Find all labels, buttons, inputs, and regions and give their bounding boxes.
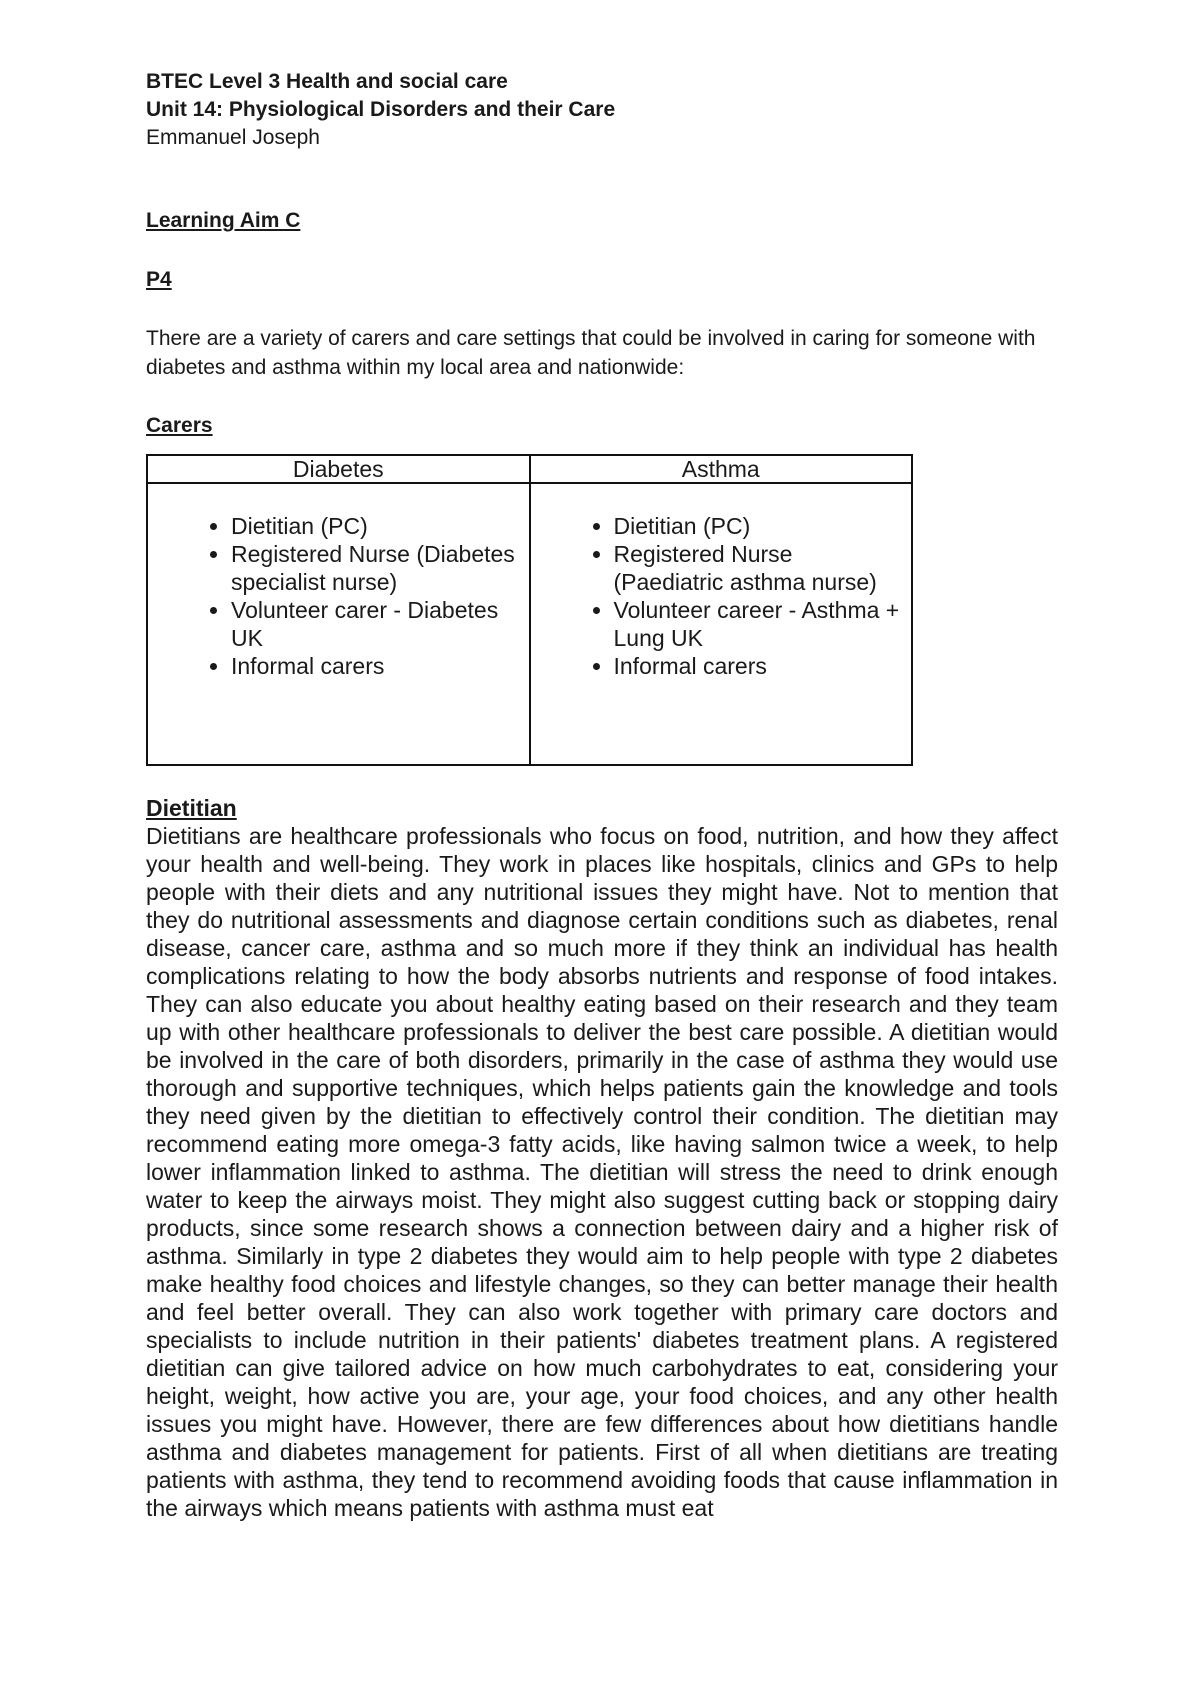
unit-title: Unit 14: Physiological Disorders and their Care bbox=[146, 98, 616, 121]
list-item: • Informal carers bbox=[231, 652, 523, 680]
diabetes-carers-cell bbox=[147, 483, 530, 765]
list-item: • Volunteer career - Asthma + Lung UK bbox=[614, 596, 906, 652]
intro-paragraph: There are a variety of carers and care settings that could be involved in caring for someone with diabetes and asthma within my local area and nationwide: bbox=[146, 327, 1036, 379]
course-title: BTEC Level 3 Health and social care bbox=[146, 70, 508, 93]
carers-table bbox=[146, 454, 913, 766]
author-name: Emmanuel Joseph bbox=[146, 126, 320, 149]
dietitian-heading: Dietitian bbox=[146, 795, 237, 821]
list-item: • Registered Nurse (Paediatric asthma nurse) bbox=[614, 540, 906, 596]
list-item: • Informal carers bbox=[614, 652, 906, 680]
criterion-heading: P4 bbox=[146, 268, 172, 291]
dietitian-paragraph: Dietitians are healthcare professionals who focus on food, nutrition, and how they affect your health and well-being. They work in places like hospitals, clinics and GPs to help people with their diets and any nutritional issues they might have. Not to mention that they do nutritional assessments and diagnose certain conditions such as diabetes, renal disease, cancer care, asthma and so much more if they think an individual has health complications relating to how the body absorbs nutrients and response of food intakes. They can also educate you about healthy eating based on their research and they team up with other healthcare professionals to deliver the best care possible. A dietitian would be involved in the care of both disorders, primarily in the case of asthma they would use thorough and supportive techniques, which helps patients gain the knowledge and tools they need given by the dietitian to effectively control their condition. The dietitian may recommend eating more omega-3 fatty acids, like having salmon twice a week, to help lower inflammation linked to asthma. The dietitian will stress the need to drink enough water to keep the airways moist. They might also suggest cutting back or stopping dairy products, since some research shows a connection between dairy and a higher risk of asthma. Similarly in type 2 diabetes they would aim to help people with type 2 diabetes make healthy food choices and lifestyle changes, so they can better manage their health and feel better overall. They can also work together with primary care doctors and specialists to include nutrition in their patients' diabetes treatment plans. A registered dietitian can give tailored advice on how much carbohydrates to eat, considering your height, weight, how active you are, your age, your food choices, and any other health issues you might have. However, there are few differences about how dietitians handle asthma and diabetes management for patients. First of all when dietitians are treating patients with asthma, they tend to recommend avoiding foods that cause inflammation in the airways which means patients with asthma must eat bbox=[146, 823, 1058, 1521]
asthma-carers-list bbox=[575, 512, 906, 680]
diabetes-column-header: Diabetes bbox=[147, 455, 530, 483]
asthma-carers-cell bbox=[530, 483, 913, 765]
list-item: • Dietitian (PC) bbox=[231, 512, 523, 540]
list-item: • Registered Nurse (Diabetes specialist nurse) bbox=[231, 540, 523, 596]
document-page bbox=[146, 68, 1058, 1522]
learning-aim-heading: Learning Aim C bbox=[146, 209, 301, 232]
carers-heading: Carers bbox=[146, 414, 213, 437]
asthma-column-header: Asthma bbox=[530, 455, 913, 483]
list-item: • Volunteer carer - Diabetes UK bbox=[231, 596, 523, 652]
list-item: • Dietitian (PC) bbox=[614, 512, 906, 540]
diabetes-carers-list bbox=[192, 512, 523, 680]
